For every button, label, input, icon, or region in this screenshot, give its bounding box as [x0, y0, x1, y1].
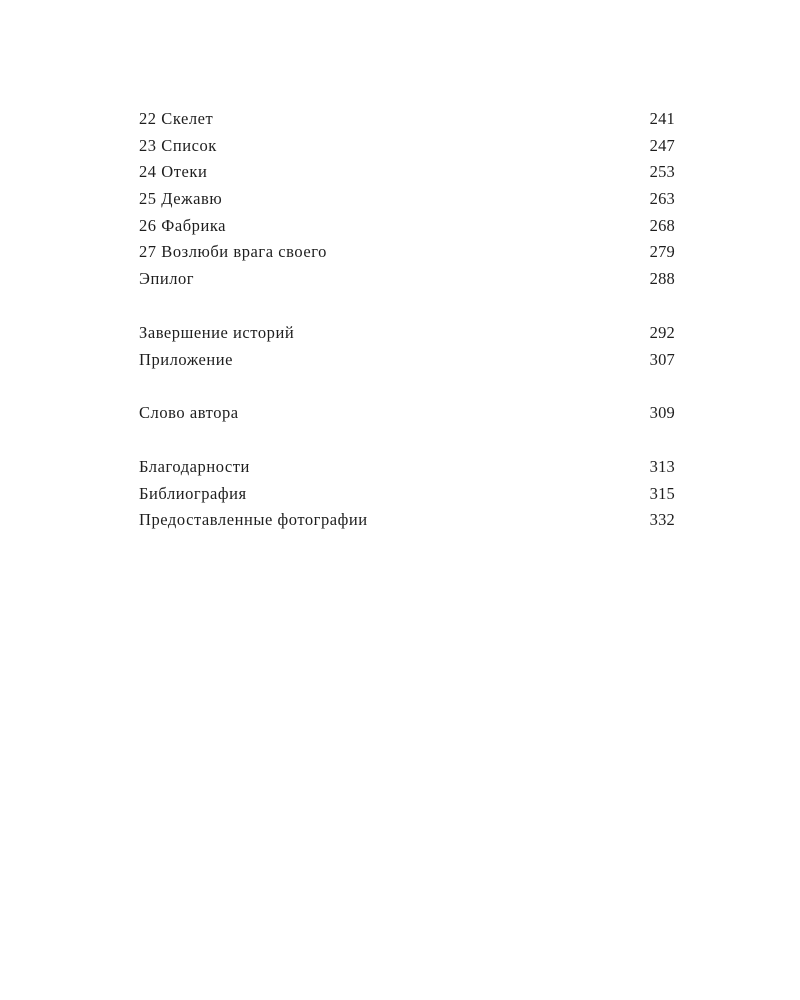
toc-entry[interactable] — [139, 106, 675, 133]
toc-entry-title: Слово автора — [139, 403, 239, 423]
toc-entry-page: 263 — [649, 189, 675, 209]
toc-entry-title: Благодарности — [139, 456, 250, 476]
toc-entry-page: 253 — [649, 162, 675, 182]
toc-group-conclusion — [139, 320, 675, 373]
toc-entry[interactable] — [139, 266, 675, 293]
toc-entry[interactable] — [139, 186, 675, 213]
toc-entry-title: Предоставленные фотографии — [139, 510, 368, 530]
toc-group-back-matter — [139, 454, 675, 534]
toc-entry-page: 307 — [649, 349, 675, 369]
toc-entry-page: 292 — [649, 322, 675, 342]
toc-entry-page: 309 — [649, 403, 675, 423]
toc-entry[interactable] — [139, 213, 675, 240]
toc-entry-page: 332 — [649, 510, 675, 530]
toc-entry-title: 26 Фабрика — [139, 215, 227, 235]
toc-entry-title: 27 Возлюби врага своего — [139, 242, 327, 262]
toc-entry-page: 288 — [649, 269, 675, 289]
toc-entry-page: 247 — [649, 135, 675, 155]
toc-entry[interactable] — [139, 159, 675, 186]
table-of-contents — [139, 106, 675, 534]
toc-entry-title: Завершение историй — [139, 322, 295, 342]
toc-entry[interactable] — [139, 133, 675, 160]
toc-entry[interactable] — [139, 239, 675, 266]
toc-entry-page: 241 — [649, 109, 675, 128]
toc-entry-page: 313 — [649, 456, 675, 476]
toc-entry-page: 315 — [649, 483, 675, 503]
toc-entry[interactable] — [139, 454, 675, 481]
toc-entry[interactable] — [139, 347, 675, 374]
toc-entry-title: Библиография — [139, 483, 247, 503]
toc-group-author-note — [139, 400, 675, 427]
toc-entry-page: 268 — [649, 215, 675, 235]
toc-entry-title: 25 Дежавю — [139, 189, 223, 209]
toc-entry-title: 22 Скелет — [139, 109, 214, 128]
toc-entry[interactable] — [139, 400, 675, 427]
toc-entry-title: Приложение — [139, 349, 234, 369]
toc-entry-title: Эпилог — [139, 269, 195, 289]
toc-entry-title: 23 Список — [139, 135, 217, 155]
toc-entry-page: 279 — [649, 242, 675, 262]
toc-entry-title: 24 Отеки — [139, 162, 208, 182]
toc-group-chapters — [139, 106, 675, 293]
toc-entry[interactable] — [139, 507, 675, 534]
toc-entry[interactable] — [139, 481, 675, 508]
toc-entry[interactable] — [139, 320, 675, 347]
